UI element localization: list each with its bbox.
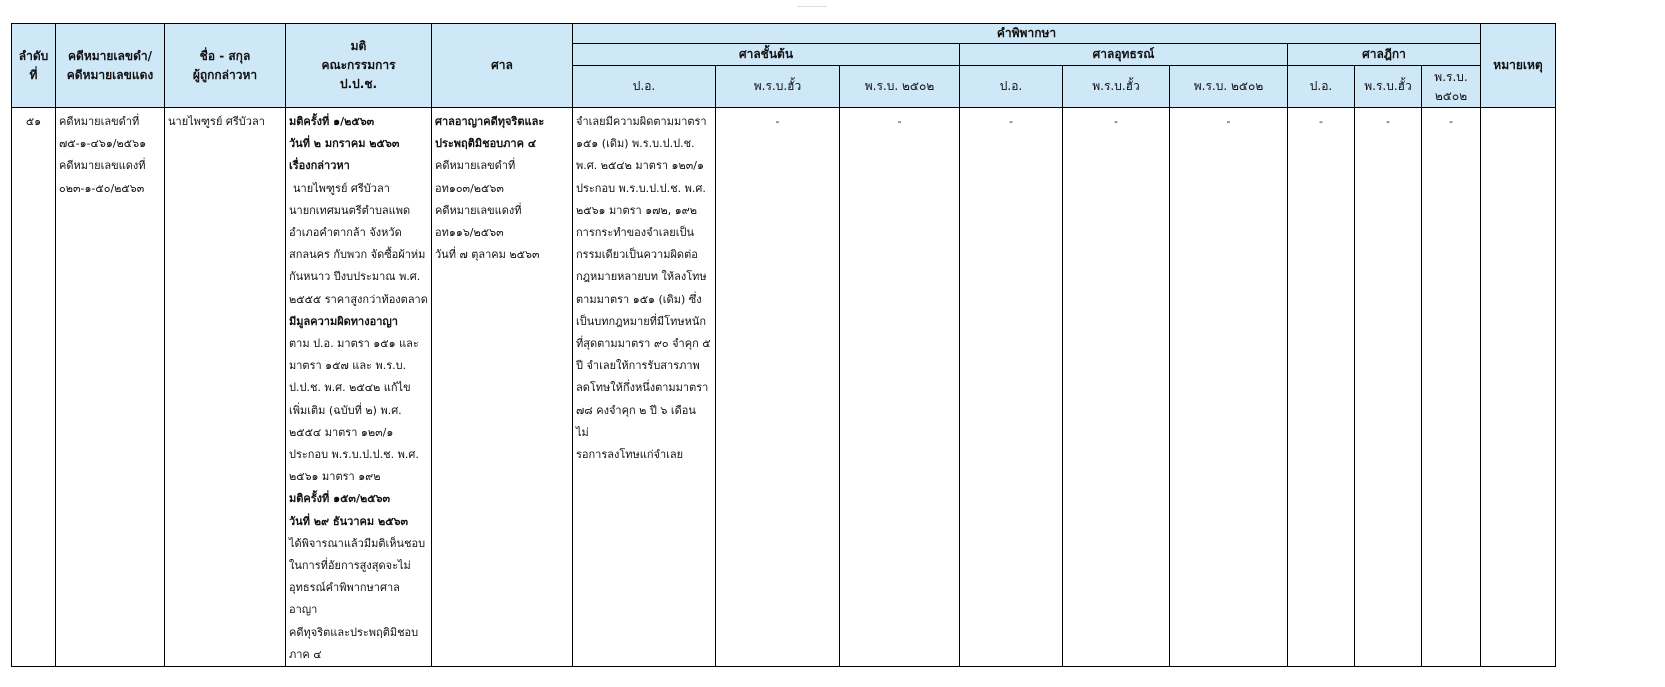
header-court: ศาล <box>432 24 573 108</box>
header-supreme-prb: พ.ร.บ.ฮั้ว <box>1355 66 1422 108</box>
header-no: ลำดับ ที่ <box>12 24 56 108</box>
cell-name: นายไพฑูรย์ ศรีบัวลา <box>165 108 286 667</box>
header-first-court: ศาลชั้นต้น <box>573 44 960 66</box>
header-appeal-court: ศาลอุทธรณ์ <box>960 44 1288 66</box>
header-appeal-pa: ป.อ. <box>960 66 1063 108</box>
cell-remarks <box>1481 108 1556 667</box>
header-remarks: หมายเหตุ <box>1481 24 1556 108</box>
header-first-pa: ป.อ. <box>573 66 716 108</box>
cell-no: ๕๑ <box>12 108 56 667</box>
top-edge-mark <box>797 0 827 7</box>
cell-case-no: คดีหมายเลขดำที่ ๗๕-๑-๔๖๑/๒๕๖๑ คดีหมายเลขแดงที่ ๐๒๓-๑-๕๐/๒๕๖๓ <box>56 108 165 667</box>
header-supreme-pa: ป.อ. <box>1288 66 1355 108</box>
header-judgment: คำพิพากษา <box>573 24 1481 44</box>
header-supreme-prb2502: พ.ร.บ. ๒๕๐๒ <box>1422 66 1481 108</box>
cell-first-pa: จำเลยมีความผิดตามมาตรา ๑๕๑ (เดิม) พ.ร.บ.ป.ป.ช. พ.ศ. ๒๕๔๒ มาตรา ๑๒๓/๑ ประกอบ พ.ร.บ.ป.ป.ช. พ.ศ. ๒๕๖๑ มาตรา ๑๗๒, ๑๙๒ การกระทำของจำเลยเป็น กรรมเดียวเป็นความผิดต่อ กฎหมายหลายบท ให้ลงโทษ ตามมาตรา ๑๕๑ (เดิม) ซึ่ง เป็นบทกฎหมายที่มีโทษหนัก ที่สุดตามมาตรา ๙๐ จำคุก ๕ ปี จำเลยให้การรับสารภาพ ลดโทษให้กึ่งหนึ่งตามมาตรา ๗๘ คงจำคุก ๒ ปี ๖ เดือน ไม่ รอการลงโทษแก่จำเลย <box>573 108 716 667</box>
cell-appeal-pa: - <box>960 108 1063 667</box>
header-first-prb2502: พ.ร.บ. ๒๕๐๒ <box>840 66 960 108</box>
cell-supreme-prb: - <box>1355 108 1422 667</box>
header-supreme-court: ศาลฎีกา <box>1288 44 1481 66</box>
header-name: ชื่อ - สกุล ผู้ถูกกล่าวหา <box>165 24 286 108</box>
cell-resolution: มติครั้งที่ ๑/๒๕๖๓ วันที่ ๒ มกราคม ๒๕๖๓ เรื่องกล่าวหา นายไพฑูรย์ ศรีบัวลา นายกเทศมนตรีตำบลแพด อำเภอคำตากล้า จังหวัด สกลนคร กับพวก จัดซื้อผ้าห่ม กันหนาว ปีงบประมาณ พ.ศ. ๒๕๕๕ ราคาสูงกว่าท้องตลาด มีมูลความผิดทางอาญา ตาม ป.อ. มาตรา ๑๕๑ และ มาตรา ๑๕๗ และ พ.ร.บ. ป.ป.ช. พ.ศ. ๒๕๔๒ แก้ไข เพิ่มเติม (ฉบับที่ ๒) พ.ศ. ๒๕๕๔ มาตรา ๑๒๓/๑ ประกอบ พ.ร.บ.ป.ป.ช. พ.ศ. ๒๕๖๑ มาตรา ๑๙๒ มติครั้งที่ ๑๕๓/๒๕๖๓ วันที่ ๒๙ ธันวาคม ๒๕๖๓ ได้พิจารณาแล้วมีมติเห็นชอบ ในการที่อัยการสูงสุดจะไม่ อุทธรณ์คำพิพากษาศาลอาญา คดีทุจริตและประพฤติมิชอบ ภาค ๔ <box>286 108 432 667</box>
header-appeal-prb: พ.ร.บ.ฮั้ว <box>1063 66 1170 108</box>
cell-appeal-prb: - <box>1063 108 1170 667</box>
header-resolution: มติ คณะกรรมการ ป.ป.ช. <box>286 24 432 108</box>
header-first-prb: พ.ร.บ.ฮั้ว <box>716 66 840 108</box>
judgment-table-wrapper <box>11 23 1556 667</box>
cell-appeal-prb2502: - <box>1170 108 1288 667</box>
cell-first-prb2502: - <box>840 108 960 667</box>
table-row <box>12 108 1556 667</box>
cell-court: ศาลอาญาคดีทุจริตและ ประพฤติมิชอบภาค ๔ คดีหมายเลขดำที่ อท๑๐๓/๒๕๖๓ คดีหมายเลขแดงที่ อท๑๑๖/๒๕๖๓ วันที่ ๗ ตุลาคม ๒๕๖๓ <box>432 108 573 667</box>
cell-first-prb: - <box>716 108 840 667</box>
header-appeal-prb2502: พ.ร.บ. ๒๕๐๒ <box>1170 66 1288 108</box>
cell-supreme-pa: - <box>1288 108 1355 667</box>
judgment-table <box>11 23 1556 667</box>
cell-supreme-prb2502: - <box>1422 108 1481 667</box>
header-case-no: คดีหมายเลขดำ/ คดีหมายเลขแดง <box>56 24 165 108</box>
